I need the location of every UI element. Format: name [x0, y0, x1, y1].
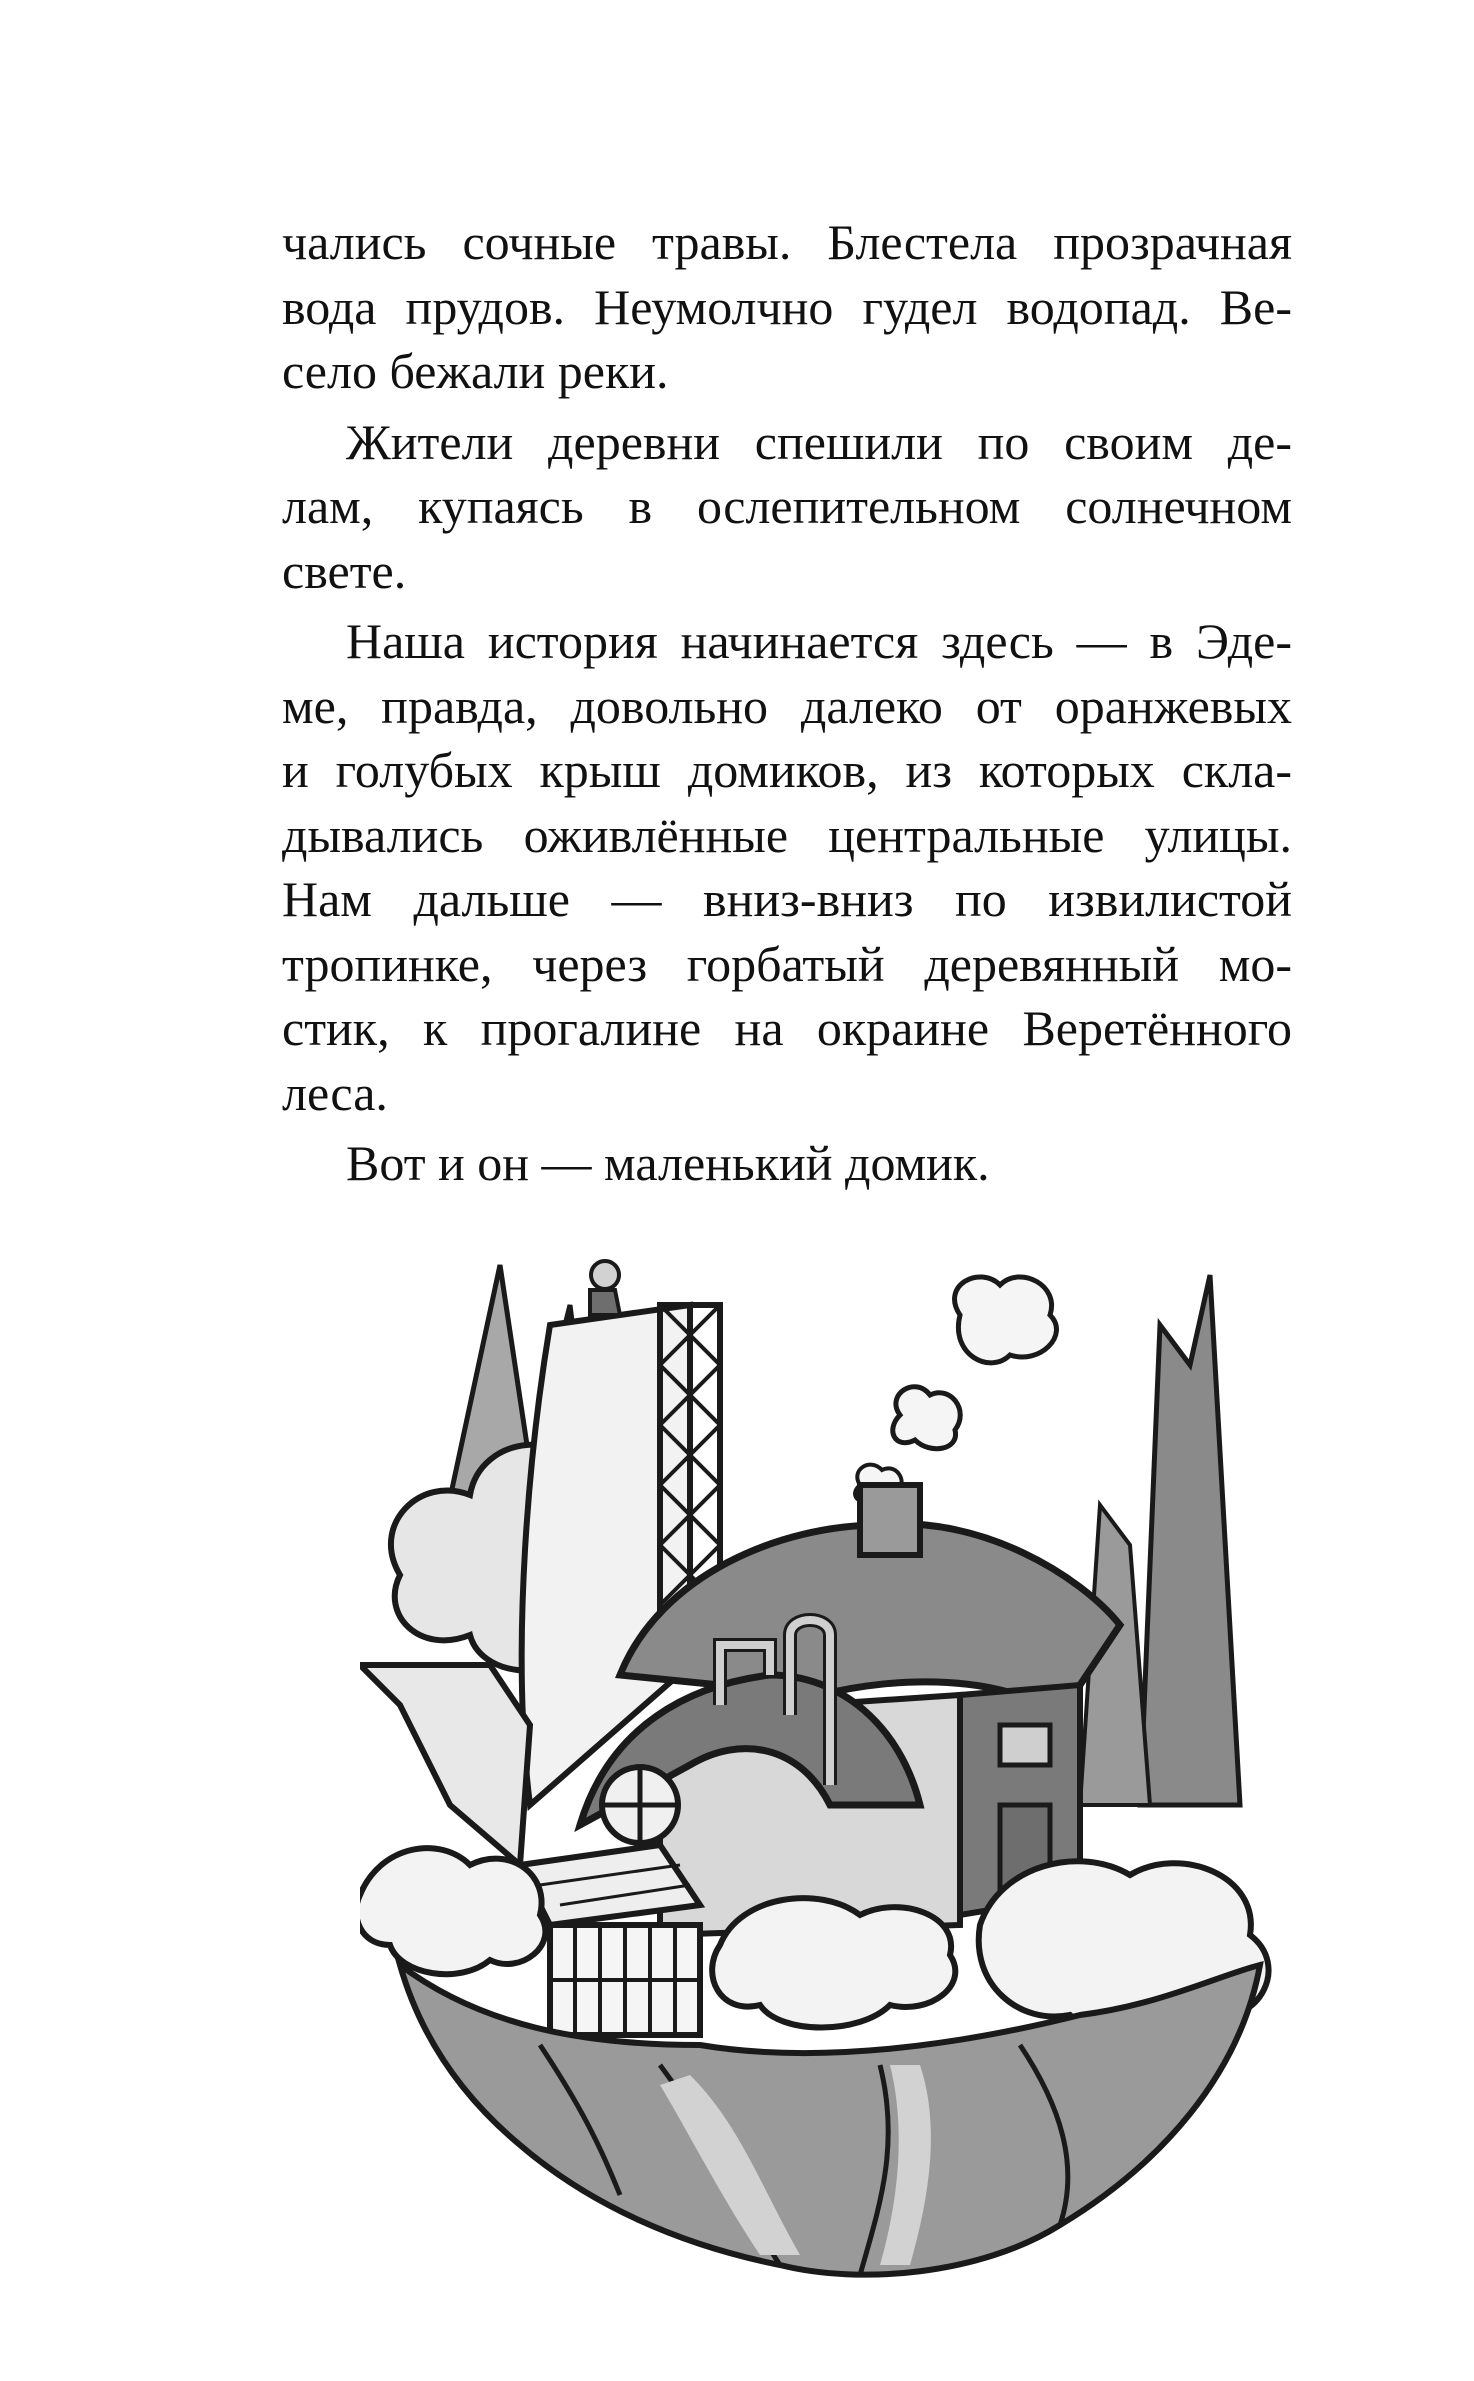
- paragraph-1: [282, 210, 1292, 404]
- text-line: Наша история начинается здесь — в Эде-: [346, 613, 1292, 669]
- foliage-left: [360, 1848, 545, 1974]
- house-on-cliff-illustration: [360, 1245, 1320, 2285]
- paragraph-2: [282, 410, 1292, 604]
- text-line: дывались оживлённые центральные улицы.: [282, 806, 1292, 863]
- smoke-puff-2: [893, 1387, 960, 1449]
- text-line: ме, правда, довольно далеко от оранжевых: [282, 677, 1292, 734]
- rock-spire-right: [1140, 1275, 1240, 1805]
- text-line: свете.: [282, 542, 407, 599]
- text-line: Вот и он — маленький домик.: [346, 1135, 990, 1191]
- illustration-svg: [360, 1245, 1320, 2285]
- text-line: тропинке, через горбатый деревянный мо-: [282, 935, 1292, 992]
- smoke-puff-1: [955, 1277, 1057, 1363]
- body-text: [282, 210, 1292, 1202]
- window-right: [1000, 1725, 1050, 1765]
- chimney: [860, 1485, 920, 1555]
- text-line: Нам дальше — вниз-вниз по извилистой: [282, 871, 1292, 927]
- paragraph-3: [282, 609, 1292, 1125]
- foliage-center: [712, 1898, 955, 2027]
- text-line: село бежали реки.: [282, 343, 669, 399]
- ramp: [360, 1665, 530, 1865]
- text-line: чались сочные травы. Блестела прозрачная: [282, 214, 1292, 270]
- text-line: лам, купаясь в ослепительном солнечном: [282, 478, 1292, 534]
- text-line: и голубых крыш домиков, из которых скла-: [282, 742, 1292, 798]
- paragraph-4: [282, 1131, 1292, 1196]
- text-line: Жители деревни спешили по своим де-: [346, 413, 1292, 470]
- figure-head: [591, 1261, 619, 1289]
- text-line: стик, к прогалине на окраине Веретённого: [282, 1000, 1292, 1056]
- text-line: леса.: [282, 1064, 388, 1121]
- text-line: вода прудов. Неумолчно гудел водопад. Ве-: [282, 278, 1292, 335]
